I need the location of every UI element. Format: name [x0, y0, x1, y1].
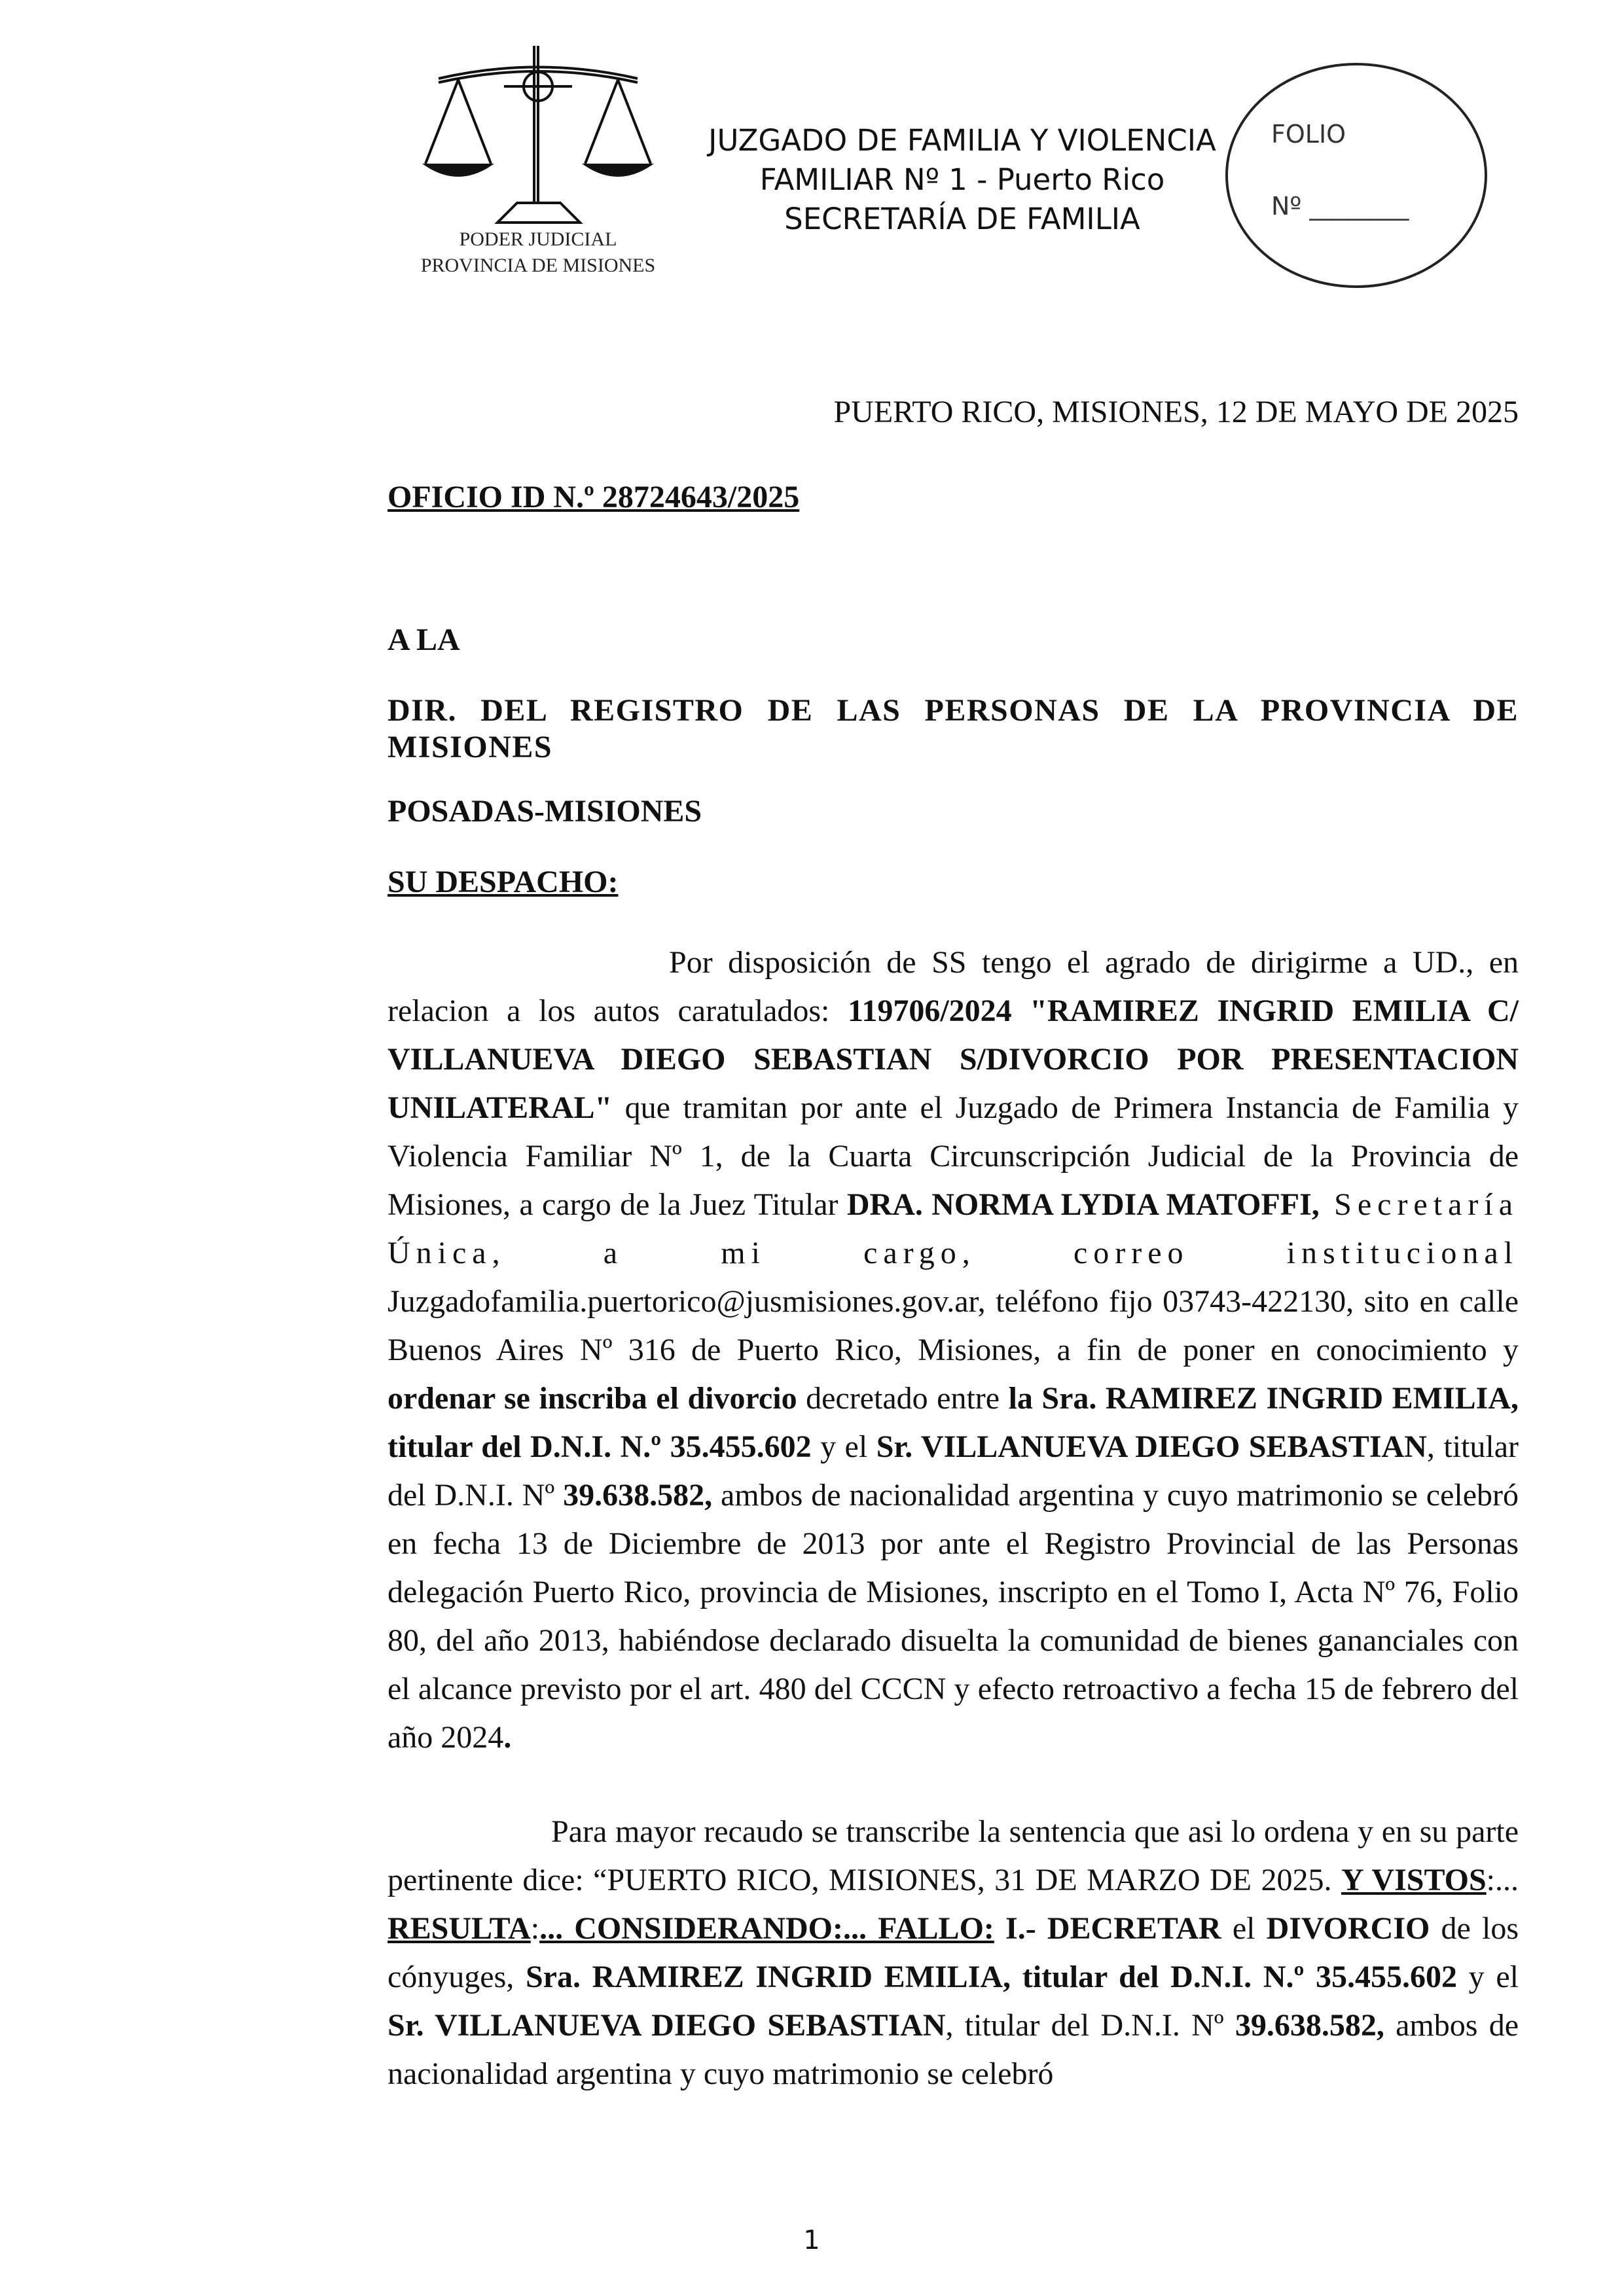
oficio-id: OFICIO ID N.º 28724643/2025 [388, 480, 800, 514]
folio-number-label: Nº ________ [1271, 192, 1409, 221]
p2-text: Para mayor recaudo se transcribe la sentencia que asi lo ordena y en su parte pertinente dice: “PUERTO RICO, MISIONES, 31 DE MARZO DE 2025. [388, 1814, 1519, 1897]
p1-text: que tramitan por ante el Juzgado de Primera Instancia de Familia y Violencia Familiar Nº 1, de la Cuarta Circunscripción Judicial de la Provincia de Misiones, a cargo de la Juez Titular [388, 1090, 1519, 1222]
p2-party-1: Sra. RAMIREZ INGRID EMILIA, titular del D.N.I. N.º 35.455.602 [525, 1960, 1458, 1994]
p1-text: y el [811, 1429, 876, 1464]
p2-decretar: I.- DECRETAR [994, 1911, 1221, 1946]
p1-party-1: la Sra. RAMIREZ INGRID EMILIA, titular del D.N.I. N.º 35.455.602 [388, 1381, 1519, 1464]
p1-final-period: . [503, 1720, 512, 1755]
folio-stamp [1219, 58, 1494, 293]
p1-party-2: Sr. VILLANUEVA DIEGO SEBASTIAN [876, 1429, 1427, 1464]
logo-line-1: PODER JUDICIAL [459, 228, 617, 250]
logo-line-2: PROVINCIA DE MISIONES [420, 255, 656, 276]
document-date: PUERTO RICO, MISIONES, 12 DE MAYO DE 2025 [833, 395, 1519, 429]
p2-considerando-fallo: ... CONSIDERANDO:... FALLO: [539, 1911, 994, 1946]
p1-text: ambos de nacionalidad argentina y cuyo matrimonio se celebró en fecha 13 de Diciembre de 2013 por ante el Registro Provincial de las Personas delegación Puerto Rico, provincia de Misiones, inscripto en el Tomo I, Acta Nº 76, Folio 80, del año 2013, habiéndose declarado disuelta la comunidad de bienes gananciales con el alcance previsto por el art. 480 del CCCN y efecto retroactivo a fecha 15 de febrero del año 2024 [388, 1478, 1519, 1755]
court-header [655, 121, 1270, 239]
p1-text: Secretaría Única, a mi cargo, correo institucional [388, 1187, 1519, 1270]
p2-text: ambos de nacionalidad argentina y cuyo matrimonio se celebró [388, 2008, 1519, 2091]
scales-of-justice-logo [399, 39, 681, 288]
court-header-line-1: JUZGADO DE FAMILIA Y VIOLENCIA [708, 123, 1216, 158]
p1-case-title: 119706/2024 "RAMIREZ INGRID EMILIA C/ VILLANUEVA DIEGO SEBASTIAN S/DIVORCIO POR PRESENTACION UNILATERAL" [388, 994, 1519, 1125]
court-header-line-3: SECRETARÍA DE FAMILIA [784, 202, 1140, 236]
p2-y-vistos: Y VISTOS [1341, 1863, 1487, 1897]
body-paragraph-2 [388, 1808, 1519, 2098]
recipient-city: POSADAS-MISIONES [388, 794, 702, 829]
p2-text: , titular del D.N.I. Nº [945, 2008, 1235, 2043]
recipient-despacho: SU DESPACHO: [388, 865, 619, 899]
p2-party-2-dni: 39.638.582, [1235, 2008, 1384, 2043]
p2-text: : [530, 1911, 540, 1946]
page-number: 1 [803, 2225, 820, 2255]
p2-text: :... [1486, 1863, 1519, 1897]
recipient-registry: DIR. DEL REGISTRO DE LAS PERSONAS DE LA PROVINCIA DE MISIONES [388, 693, 1519, 764]
recipient-to: A LA [388, 622, 460, 657]
body-paragraph-1 [388, 939, 1519, 1762]
p1-text: decretado entre [797, 1381, 1009, 1416]
p1-text: , titular del D.N.I. Nº [388, 1429, 1519, 1513]
p1-email-phone-address: Juzgadofamilia.puertorico@jusmisiones.gov.ar, teléfono fijo 03743-422130, sito en calle Buenos Aires Nº 316 de Puerto Rico, Misiones, a fin de poner en conocimiento y [388, 1284, 1519, 1367]
p2-text: y el [1457, 1960, 1519, 1994]
p1-judge-name: DRA. NORMA LYDIA MATOFFI, [846, 1187, 1320, 1222]
p2-party-2: Sr. VILLANUEVA DIEGO SEBASTIAN [388, 2008, 946, 2043]
p1-text: Por disposición de SS tengo el agrado de dirigirme a UD., en relacion a los autos caratulados: [388, 945, 1519, 1028]
p2-divorcio: DIVORCIO [1266, 1911, 1430, 1946]
court-header-line-2: FAMILIAR Nº 1 - Puerto Rico [759, 162, 1165, 197]
p2-text: el [1221, 1911, 1267, 1946]
folio-label: FOLIO [1271, 120, 1346, 149]
p2-resulta: RESULTA [388, 1911, 531, 1946]
p1-order: ordenar se inscriba el divorcio [388, 1381, 797, 1416]
p2-text: de los cónyuges, [388, 1911, 1519, 1994]
p1-party-2-dni: 39.638.582, [563, 1478, 713, 1513]
